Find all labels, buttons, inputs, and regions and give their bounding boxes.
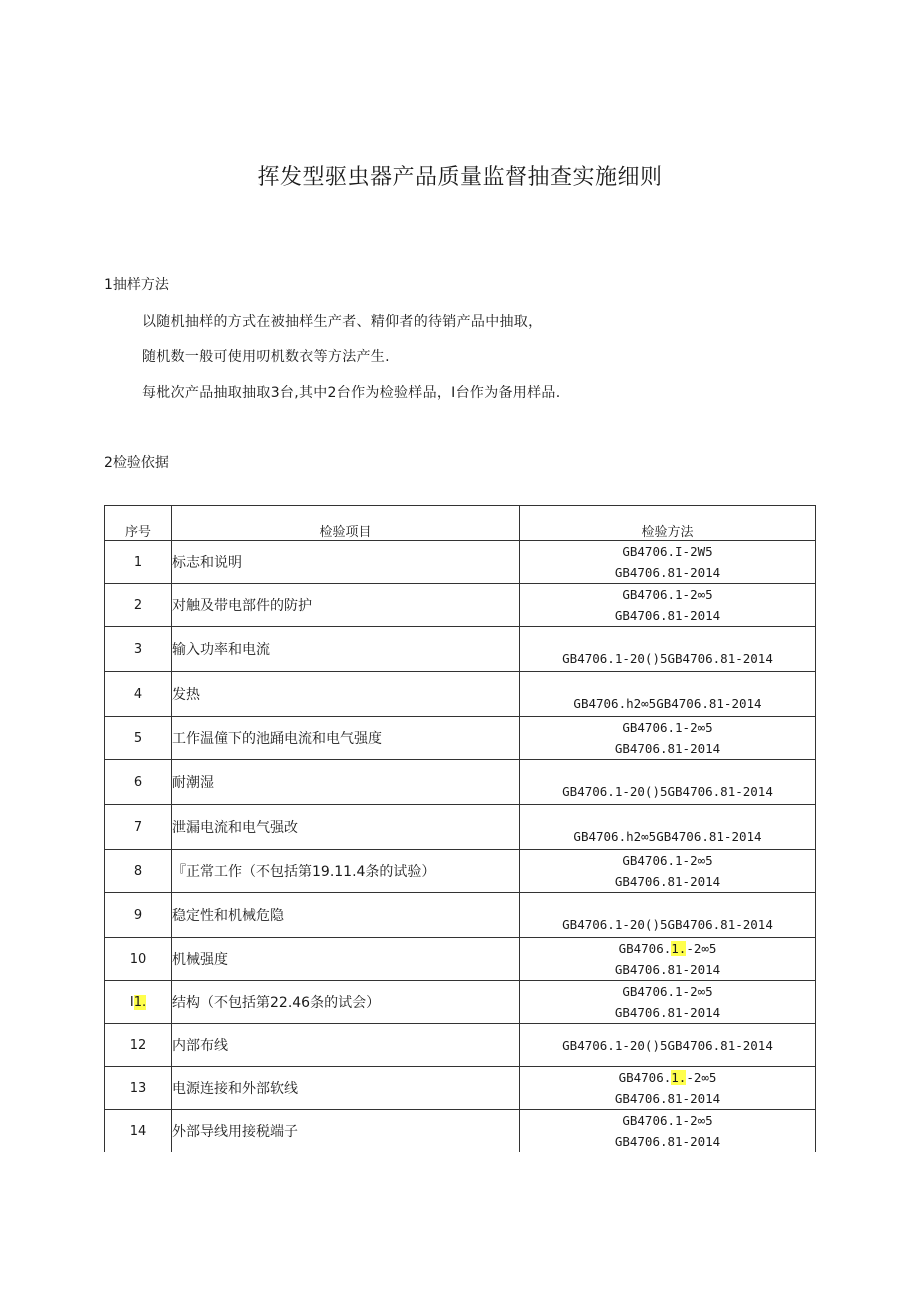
row-no: 8 [105, 850, 172, 893]
method-line-2: GB4706.81-2014 [614, 565, 721, 580]
row-method [520, 584, 816, 627]
row-item: 输入功率和电流 [172, 627, 520, 672]
table-row [105, 672, 816, 717]
method-line-1: GB4706.I-2W5 [622, 544, 713, 559]
row-method: GB4706.h2∞5GB4706.81-2014 [520, 672, 816, 717]
table-row [105, 760, 816, 805]
method-line-1: GB4706.1-2∞5 [622, 720, 713, 735]
method-line-2: GB4706.81-2014 [614, 608, 721, 623]
row-no: 14 [105, 1110, 172, 1153]
header-no: 序号 [105, 506, 172, 541]
method-line-1: GB4706.1-2∞5 [622, 1113, 713, 1128]
row-method [520, 981, 816, 1024]
highlight-mark: 1. [671, 941, 687, 956]
table-row [105, 938, 816, 981]
document-title: 挥发型驱虫器产品质量监督抽查实施细则 [257, 165, 663, 190]
header-item: 检验项目 [172, 506, 520, 541]
row-no: 7 [105, 805, 172, 850]
row-item: 标志和说明 [172, 541, 520, 584]
row-no: 3 [105, 627, 172, 672]
row-no: 6 [105, 760, 172, 805]
row-item: 发热 [172, 672, 520, 717]
method-line-2: GB4706.81-2014 [614, 962, 721, 977]
row-method [520, 541, 816, 584]
table-row [105, 627, 816, 672]
row-item: 耐潮湿 [172, 760, 520, 805]
row-method: GB4706.1-20()5GB4706.81-2014 [520, 760, 816, 805]
row-method: GB4706.1-20()5GB4706.81-2014 [520, 893, 816, 938]
row-item: 工作温僮下的池踊电流和电气强度 [172, 717, 520, 760]
row-no: 12 [105, 1024, 172, 1067]
row-method [520, 1110, 816, 1153]
method-line-1: GB4706.1-2∞5 [622, 984, 713, 999]
table-row [105, 1110, 816, 1153]
table-row [105, 981, 816, 1024]
row-item: 机械强度 [172, 938, 520, 981]
method-line-1: GB4706.1.-2∞5 [618, 1070, 717, 1085]
row-item: 外部导线用接税端子 [172, 1110, 520, 1153]
method-line-2: GB4706.81-2014 [614, 741, 721, 756]
row-item: 泄漏电流和电气强改 [172, 805, 520, 850]
table-row [105, 717, 816, 760]
row-no: 1 [105, 541, 172, 584]
table-row [105, 1067, 816, 1110]
row-method [520, 1067, 816, 1110]
inspection-table [104, 505, 816, 1152]
highlight-mark: 1. [133, 994, 147, 1010]
row-no: 4 [105, 672, 172, 717]
table-row [105, 805, 816, 850]
row-no: 5 [105, 717, 172, 760]
section-1-heading: 1抽样方法 [104, 277, 169, 293]
table-row [105, 1024, 816, 1067]
sampling-line-3: 每枇次产品抽取抽取3台,其中2台作为检验样品，I台作为备用样品. [142, 385, 561, 401]
row-no: 10 [105, 938, 172, 981]
row-method: GB4706.1-20()5GB4706.81-2014 [520, 627, 816, 672]
table-header-row [105, 506, 816, 541]
table-row [105, 893, 816, 938]
table-row [105, 584, 816, 627]
row-no: 13 [105, 1067, 172, 1110]
method-line-2: GB4706.81-2014 [614, 1091, 721, 1106]
row-method: GB4706.1-20()5GB4706.81-2014 [520, 1024, 816, 1067]
header-method: 检验方法 [520, 506, 816, 541]
row-method [520, 938, 816, 981]
method-line-1: GB4706.1-2∞5 [622, 853, 713, 868]
row-item: 稳定性和机械危隐 [172, 893, 520, 938]
row-item: 内部布线 [172, 1024, 520, 1067]
row-method: GB4706.h2∞5GB4706.81-2014 [520, 805, 816, 850]
row-item: 『正常工作（不包括第19.11.4条的试验） [172, 850, 520, 893]
row-method [520, 850, 816, 893]
row-method [520, 717, 816, 760]
section-2-heading: 2检验依据 [104, 455, 169, 471]
row-item: 对触及带电部件的防护 [172, 584, 520, 627]
row-no: 2 [105, 584, 172, 627]
row-item: 电源连接和外部软线 [172, 1067, 520, 1110]
row-no: 9 [105, 893, 172, 938]
table-row [105, 541, 816, 584]
sampling-line-1: 以随机抽样的方式在被抽样生产者、精仰者的待销产品中抽取， [142, 314, 543, 330]
sampling-line-2: 随机数一般可使用叨机数衣等方法产生. [142, 349, 390, 365]
highlight-mark: 1. [671, 1070, 687, 1085]
method-line-1: GB4706.1-2∞5 [622, 587, 713, 602]
row-item: 结构（不包括第22.46条的试会） [172, 981, 520, 1024]
row-no: I1. [105, 981, 172, 1024]
method-line-2: GB4706.81-2014 [614, 874, 721, 889]
table-row [105, 850, 816, 893]
method-line-2: GB4706.81-2014 [614, 1134, 721, 1149]
method-line-2: GB4706.81-2014 [614, 1005, 721, 1020]
method-line-1: GB4706.1.-2∞5 [618, 941, 717, 956]
